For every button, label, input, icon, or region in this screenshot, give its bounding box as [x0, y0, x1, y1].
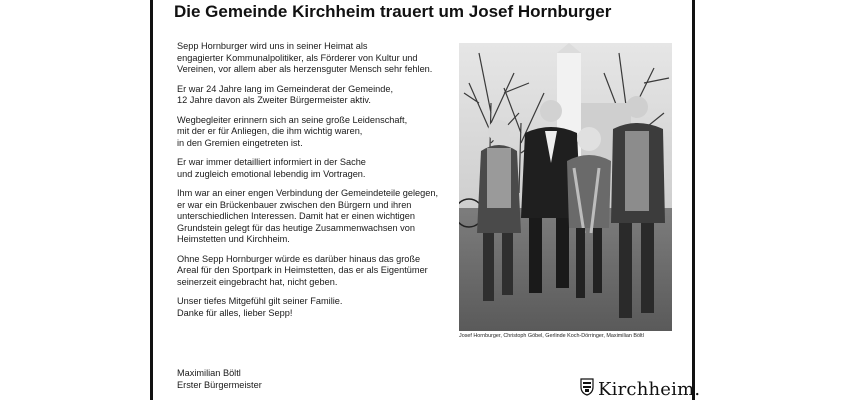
- paragraph-3: Wegbegleiter erinnern sich an seine große Leidenschaft, mit der er für Anliegen, die ihm wichtig waren, in den Gremien eingetreten ist.: [177, 114, 408, 148]
- group-photo: [459, 43, 672, 331]
- paragraph-6: Ohne Sepp Hornburger würde es darüber hinaus das große Areal für den Sportpark in Heimstetten, das er als Eigentümer seinerzeit eingebracht hat, nicht geben.: [177, 253, 428, 287]
- page-title: Die Gemeinde Kirchheim trauert um Josef Hornburger: [174, 2, 612, 21]
- signature-role: Erster Bürgermeister: [177, 380, 262, 390]
- logo-text: Kirchheim.: [598, 379, 701, 400]
- kirchheim-logo: [580, 378, 700, 401]
- paragraph-7: Unser tiefes Mitgefühl gilt seiner Familie. Danke für alles, lieber Sepp!: [177, 296, 343, 318]
- signature: [177, 367, 262, 391]
- paragraph-2: Er war 24 Jahre lang im Gemeinderat der Gemeinde, 12 Jahre davon als Zweiter Bürgermeister aktiv.: [177, 83, 394, 105]
- paragraph-4: Er war immer detailliert informiert in der Sache und zugleich emotional lebendig im Vortragen.: [177, 157, 366, 179]
- photo-caption: Josef Hornburger, Christoph Göbel, Gerlinde Koch-Dörringer, Maximilian Böltl: [459, 333, 644, 339]
- paragraph-5: Ihm war an einer engen Verbindung der Gemeindeteile gelegen, er war ein Brückenbauer zwischen den Bürgern und ihren unterschiedlichen Interessen. Damit hat er einen wichtigen Grundstein gelegt für das heutige Zusammenwachsen von Heimstetten und Kirchheim.: [177, 188, 438, 244]
- coat-of-arms-icon: [580, 378, 594, 401]
- paragraph-1: Sepp Hornburger wird uns in seiner Heimat als engagierter Kommunalpolitiker, als Förderer von Kultur und Vereinen, vor allem aber als herzensguter Mensch sehr fehlen.: [177, 41, 433, 74]
- obituary-text: [177, 41, 452, 327]
- signature-name: Maximilian Böltl: [177, 368, 241, 378]
